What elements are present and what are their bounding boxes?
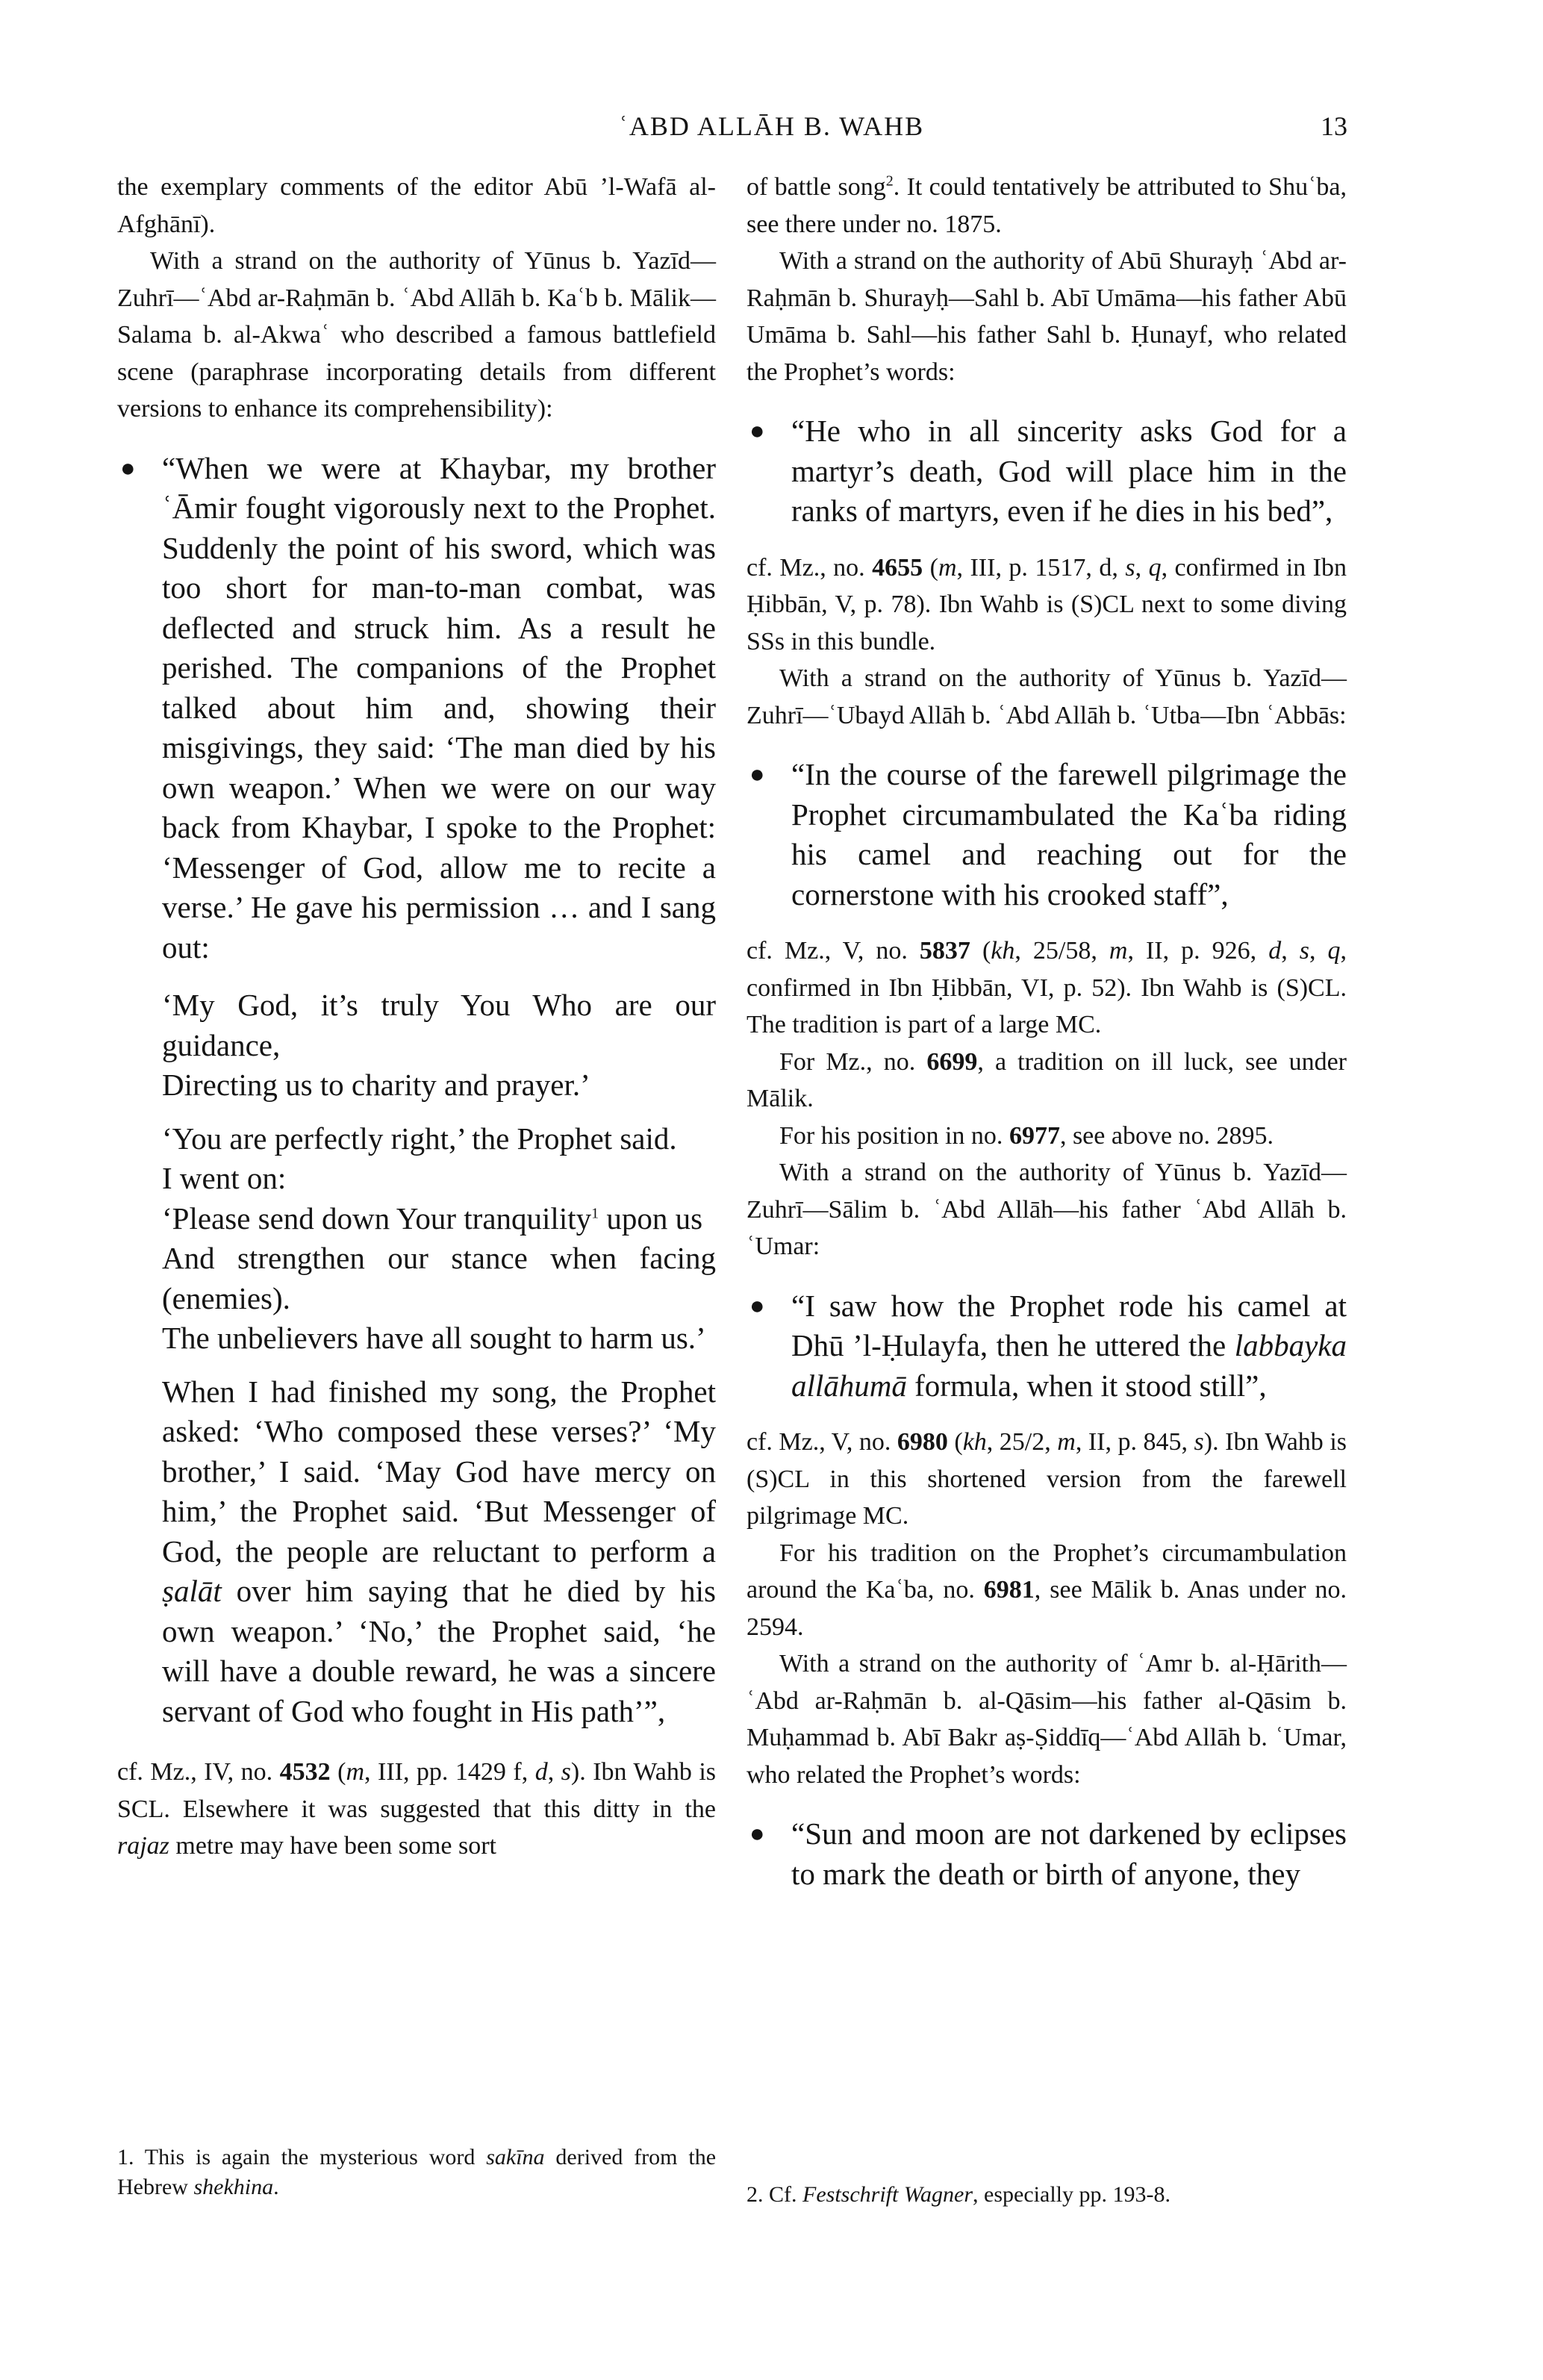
verse-line: And strengthen our stance when facing (enemies). xyxy=(162,1241,716,1315)
footnote-right xyxy=(746,2180,1347,2210)
running-head: ʿABD ALLĀH B. WAHB xyxy=(618,111,925,141)
italic-term: ṣalāt xyxy=(162,1574,222,1608)
quote-text: over him saying that he died by his own weapon.’ ‘No,’ the Prophet said, ‘he will have a double reward, he was a sincere servant of God who fought in His path’”, xyxy=(162,1574,716,1728)
text: , see Mālik b. Anas under no. 2594. xyxy=(746,1576,1347,1641)
siglum: kh xyxy=(962,1428,987,1456)
paragraph: With a strand on the authority of Yūnus b. Yazīd—Zuhrī—ʿAbd ar-Raḥmān b. ʿAbd Allāh b. Kaʿb b. Mālik—Salama b. al-Akwaʿ who described a famous battlefield scene (paraphrase incorporating details from different versions to enhance its comprehensibility): xyxy=(117,247,716,423)
verse-text: ‘Please send down Your tranquility xyxy=(162,1200,592,1236)
verse-text: upon us xyxy=(599,1200,703,1236)
text: For his position in no. xyxy=(779,1121,1009,1150)
text: , xyxy=(547,1758,561,1786)
bullet-icon: ● xyxy=(749,761,765,788)
tradition-number: 5837 xyxy=(919,937,970,965)
paragraph: With a strand on the authority of Abū Shurayḥ ʿAbd ar-Raḥmān b. Shurayḥ—Sahl b. Abī Umāma—his father Abū Umāma b. Sahl—his father Sahl b. Ḥunayf, who related the Prophet’s words: xyxy=(746,247,1347,386)
paragraph: With a strand on the authority of Yūnus b. Yazīd—Zuhrī—Sālim b. ʿAbd Allāh—his father ʿAbd Allāh b. ʿUmar: xyxy=(746,1159,1347,1260)
verse-line: I went on: xyxy=(162,1161,287,1195)
text: . xyxy=(273,2175,279,2199)
text: , xyxy=(1135,553,1149,582)
text: , II, p. 926, xyxy=(1127,937,1269,965)
text: ). Ibn Wahb is (S)CL in this shortened version from the farewell pilgrimage MC. xyxy=(746,1428,1347,1530)
text: 1. This is again the mysterious word xyxy=(117,2145,487,2169)
verse-line: ‘My God, it’s truly You Who are our guidance, xyxy=(162,988,716,1062)
text: , confirmed in Ibn Ḥibbān, V, p. 78). Ibn Wahb is (S)CL next to some diving SSs in this bundle. xyxy=(746,553,1347,655)
paragraph xyxy=(746,1535,1347,1646)
siglum: s xyxy=(1299,937,1309,965)
text: , III, pp. 1429 f, xyxy=(364,1758,535,1786)
text: , xyxy=(1309,937,1328,965)
verse-block xyxy=(117,1119,716,1359)
siglum: s xyxy=(1194,1428,1204,1456)
text: , 25/58, xyxy=(1014,937,1109,965)
verse-line: The unbelievers have all sought to harm us.’ xyxy=(162,1321,706,1355)
footnote-left xyxy=(117,2143,716,2202)
reference-paragraph xyxy=(117,1754,716,1865)
siglum: q xyxy=(1327,937,1341,965)
paragraph: the exemplary comments of the editor Abū ’l-Wafā al-Afghānī). xyxy=(117,173,716,238)
tradition-number: 4655 xyxy=(872,553,923,582)
footnote xyxy=(117,2143,716,2202)
text: , confirmed in Ibn Ḥibbān, VI, p. 52). Ibn Wahb is (S)CL. The tradition is part of a large MC. xyxy=(746,937,1347,1038)
siglum: d xyxy=(534,1758,548,1786)
footnote-ref: 2 xyxy=(885,172,894,190)
tradition-number: 6699 xyxy=(926,1047,978,1076)
italic-term: Festschrift Wagner xyxy=(802,2182,973,2207)
siglum: q xyxy=(1148,553,1162,582)
siglum: d xyxy=(1268,937,1282,965)
bullet-icon: ● xyxy=(749,1292,765,1320)
siglum: m xyxy=(1057,1428,1076,1456)
text: metre may have been some sort xyxy=(169,1832,496,1860)
quote-text: formula, when it stood still”, xyxy=(906,1368,1267,1403)
quote-text: “In the course of the farewell pilgrimage the Prophet circumambulated the Kaʿba riding his camel and reaching out for the cornerstone with his crooked staff”, xyxy=(791,757,1347,912)
siglum: m xyxy=(938,553,957,582)
footnote xyxy=(746,2180,1347,2210)
reference-paragraph xyxy=(746,549,1347,661)
text: cf. Mz., V, no. xyxy=(746,1428,897,1456)
text: ( xyxy=(970,937,991,965)
quote-text: “When we were at Khaybar, my brother ʿĀmir fought vigorously next to the Prophet. Suddenly the point of his sword, which was too short for man-to-man combat, was deflected and struck him. As a result he perished. The companions of the Prophet talked about him and, showing their misgivings, they said: ‘The man died by his own weapon.’ When we were on our way back from Khaybar, I spoke to the Prophet: ‘Messenger of God, allow me to recite a verse.’ He gave his permission … and I sang out: xyxy=(162,450,716,965)
italic-term: labbayka allāhumā xyxy=(791,1328,1347,1403)
tradition-number: 6980 xyxy=(897,1428,948,1456)
quoted-tradition xyxy=(746,411,1347,532)
tradition-number: 4532 xyxy=(279,1758,331,1786)
quoted-tradition xyxy=(746,1814,1347,1894)
siglum: m xyxy=(1109,937,1128,965)
verse-line: Directing us to charity and prayer.’ xyxy=(162,1068,590,1102)
text: derived from the Hebrew xyxy=(117,2145,717,2199)
reference-paragraph xyxy=(746,932,1347,1044)
text: ). Ibn Wahb is SCL. Elsewhere it was suggested that this ditty in the xyxy=(117,1758,717,1823)
quote-text: “He who in all sincerity asks God for a martyr’s death, God will place him in the ranks of martyrs, even if he dies in his bed”, xyxy=(791,414,1347,528)
bullet-icon: ● xyxy=(120,454,136,482)
italic-term: shekhina xyxy=(193,2175,274,2199)
siglum: m xyxy=(346,1758,365,1786)
paragraph: With a strand on the authority of Yūnus b. Yazīd—Zuhrī—ʿUbayd Allāh b. ʿAbd Allāh b. ʿUtba—Ibn ʿAbbās: xyxy=(746,664,1347,729)
text: , 25/2, xyxy=(986,1428,1058,1456)
quote-text: When I had finished my song, the Prophet asked: ‘Who composed these verses?’ ‘My brother,’ I said. ‘May God have mercy on him,’ the Prophet said. ‘But Messenger of God, the people are reluctant to perform a xyxy=(162,1374,716,1569)
text: , see above no. 2895. xyxy=(1059,1121,1274,1150)
left-column xyxy=(117,169,716,1865)
text: ( xyxy=(923,553,938,582)
quoted-tradition xyxy=(117,449,716,968)
text: cf. Mz., V, no. xyxy=(746,937,920,965)
tradition-number: 6977 xyxy=(1009,1121,1060,1150)
text: , a tradition on ill luck, see under Mālik. xyxy=(746,1047,1347,1112)
bullet-icon: ● xyxy=(749,417,765,445)
quoted-tradition xyxy=(746,755,1347,915)
bullet-icon: ● xyxy=(749,1820,765,1848)
text: For his tradition on the Prophet’s circumambulation around the Kaʿba, no. xyxy=(746,1539,1347,1604)
tradition-number: 6981 xyxy=(983,1576,1035,1604)
text: ( xyxy=(947,1428,963,1456)
text: , III, p. 1517, d, xyxy=(956,553,1126,582)
italic-term: sakīna xyxy=(486,2145,545,2169)
right-column xyxy=(746,169,1347,1912)
text: , II, p. 845, xyxy=(1075,1428,1194,1456)
siglum: s xyxy=(561,1758,571,1786)
text: . It could tentatively be attributed to Shuʿba, see there under no. 1875. xyxy=(746,173,1347,238)
text: 2. Cf. xyxy=(746,2182,802,2207)
reference-paragraph xyxy=(746,1424,1347,1535)
text: of battle song xyxy=(746,173,886,201)
paragraph: With a strand on the authority of ʿAmr b. al-Ḥārith—ʿAbd ar-Raḥmān b. al-Qāsim—his father al-Qāsim b. Muḥammad b. Abī Bakr aṣ-Ṣiddīq—ʿAbd Allāh b. ʿUmar, who related the Prophet’s words: xyxy=(746,1650,1347,1789)
text: ( xyxy=(330,1758,346,1786)
paragraph xyxy=(746,1044,1347,1118)
footnote-ref: 1 xyxy=(591,1204,599,1221)
text: cf. Mz., no. xyxy=(746,553,873,582)
text: For Mz., no. xyxy=(779,1047,927,1076)
paragraph xyxy=(746,169,1347,243)
verse-line: ‘You are perfectly right,’ the Prophet said. xyxy=(162,1121,677,1156)
italic-term: rajaz xyxy=(117,1832,169,1860)
text: cf. Mz., IV, no. xyxy=(117,1758,280,1786)
verse-line xyxy=(162,1199,716,1239)
quote-continuation xyxy=(117,1372,716,1732)
quote-text: “Sun and moon are not darkened by eclipses to mark the death or birth of anyone, they xyxy=(791,1816,1347,1891)
quote-text: “I saw how the Prophet rode his camel at Dhū ’l-Ḥulayfa, then he uttered the xyxy=(791,1288,1347,1362)
siglum: kh xyxy=(991,937,1015,965)
text: , xyxy=(1281,937,1300,965)
text: , especially pp. 193-8. xyxy=(973,2182,1171,2207)
page-number: 13 xyxy=(1321,111,1347,141)
paragraph xyxy=(746,1118,1347,1155)
siglum: s xyxy=(1125,553,1135,582)
quoted-tradition xyxy=(746,1286,1347,1406)
verse-block xyxy=(117,985,716,1106)
